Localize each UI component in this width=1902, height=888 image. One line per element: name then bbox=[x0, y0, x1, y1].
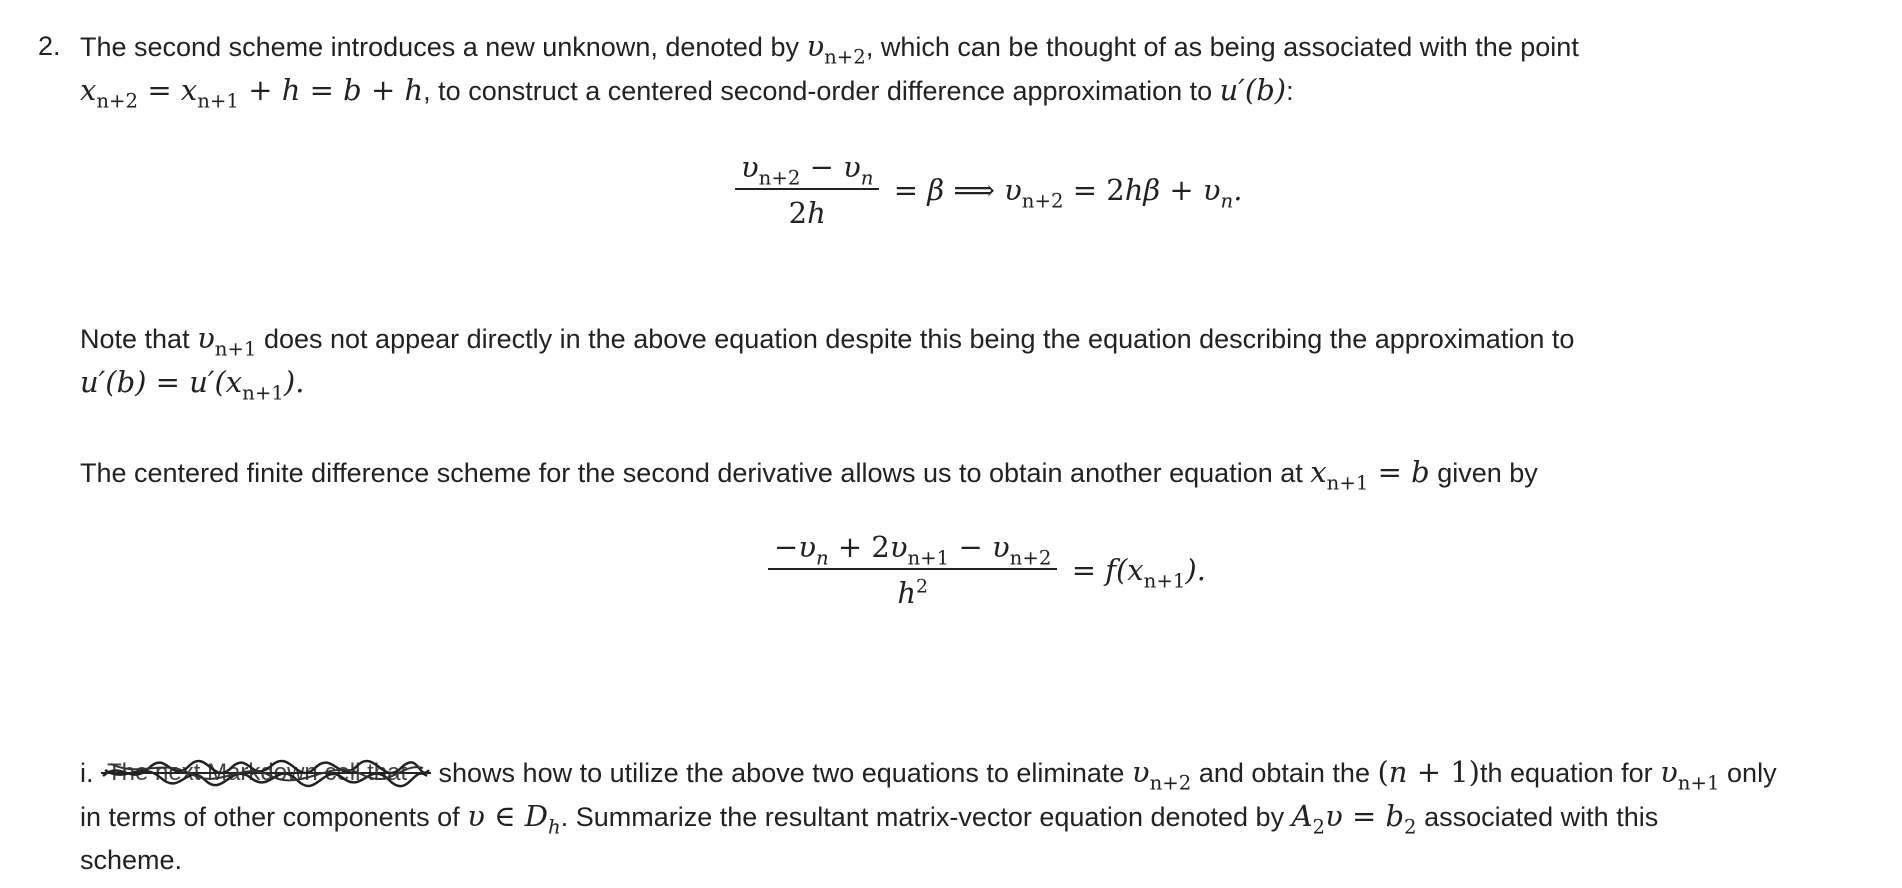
math-u-prime-equality: $u'(b) = u'(x_{n+1})$. bbox=[80, 365, 305, 405]
equation-two-rhs: = $f(x_{n+1})$. bbox=[1071, 553, 1206, 593]
para4-text-c: and obtain the bbox=[1191, 758, 1378, 788]
para4-line3: scheme. bbox=[80, 845, 183, 875]
item-number: 2. bbox=[38, 31, 61, 61]
para2-text-a: Note that bbox=[80, 324, 198, 354]
scribbled-text: The next Markdown cell that bbox=[107, 759, 408, 786]
para1-line1 bbox=[80, 24, 1579, 69]
math-v-n-plus-1: $\upsilon_{n+1}$ bbox=[197, 321, 257, 361]
math-n-plus-1: (n + 1) bbox=[1377, 755, 1480, 789]
fraction-second-derivative: $\frac{-\upsilon_n + 2\upsilon_{n+1} - \upsilon_{n+2}}{h^2}$ bbox=[768, 530, 1057, 610]
scribble-marks bbox=[101, 756, 431, 790]
para4-text-g: . Summarize the resultant matrix-vector equation denoted by bbox=[560, 802, 1292, 832]
math-u-prime-b: u′(b) bbox=[1219, 73, 1287, 107]
para1-text-a: The second scheme introduces a new unknown, denoted by bbox=[80, 32, 807, 62]
para4-text-h: associated with this bbox=[1416, 802, 1659, 832]
para1-line2 bbox=[80, 68, 1294, 113]
para4-prefix: i. bbox=[80, 758, 94, 788]
para3-line1 bbox=[80, 450, 1538, 495]
para4-line2 bbox=[80, 794, 1658, 839]
para1-text-c: , to construct a centered second-order difference approximation to bbox=[423, 76, 1220, 106]
para1-text-b: , which can be thought of as being associated with the point bbox=[865, 32, 1579, 62]
para2-line2 bbox=[80, 360, 304, 405]
math-v-n-plus-2: $\upsilon_{n+2}$ bbox=[806, 29, 866, 69]
para3-text-a: The centered finite difference scheme for the second derivative allows us to obtain another equation at bbox=[80, 458, 1311, 488]
math-v-n-plus-2-b: $\upsilon_{n+2}$ bbox=[1131, 755, 1192, 795]
para4-line1 bbox=[80, 750, 1777, 795]
math-a2v-b2: $A_2\upsilon = b_2$ bbox=[1291, 799, 1417, 839]
para4-text-b: shows how to utilize the above two equations to eliminate bbox=[431, 758, 1132, 788]
para1-text-d: : bbox=[1286, 76, 1294, 106]
equation-two bbox=[768, 530, 1206, 610]
para4-text-e: only bbox=[1719, 758, 1777, 788]
fraction-v-diff: $\frac{\upsilon_{n+2} - \upsilon_n}{2h}$ bbox=[735, 150, 879, 230]
math-v-in-dh: υ ∈ $D_h$ bbox=[467, 799, 561, 839]
math-v-n-plus-1-b: $\upsilon_{n+1}$ bbox=[1660, 755, 1720, 795]
math-x-n1-eq-b: $x_{n+1} = b$ bbox=[1310, 455, 1430, 495]
para4-text-f: in terms of other components of bbox=[80, 802, 468, 832]
para2-text-b: does not appear directly in the above equation despite this being the equation describing the approximation to bbox=[256, 324, 1575, 354]
math-x-relation: $x_{n+2} = x_{n+1} + h = b + h$ bbox=[80, 73, 424, 113]
equation-one-rhs: = β ⟹ $\upsilon_{n+2} = 2h\beta + \upsilon_n$. bbox=[893, 173, 1243, 213]
para4-text-d: th equation for bbox=[1480, 758, 1661, 788]
para2-line1 bbox=[80, 316, 1574, 361]
scribbled-out-text bbox=[101, 756, 431, 790]
para3-text-b: given by bbox=[1429, 458, 1538, 488]
equation-one bbox=[735, 150, 1242, 230]
